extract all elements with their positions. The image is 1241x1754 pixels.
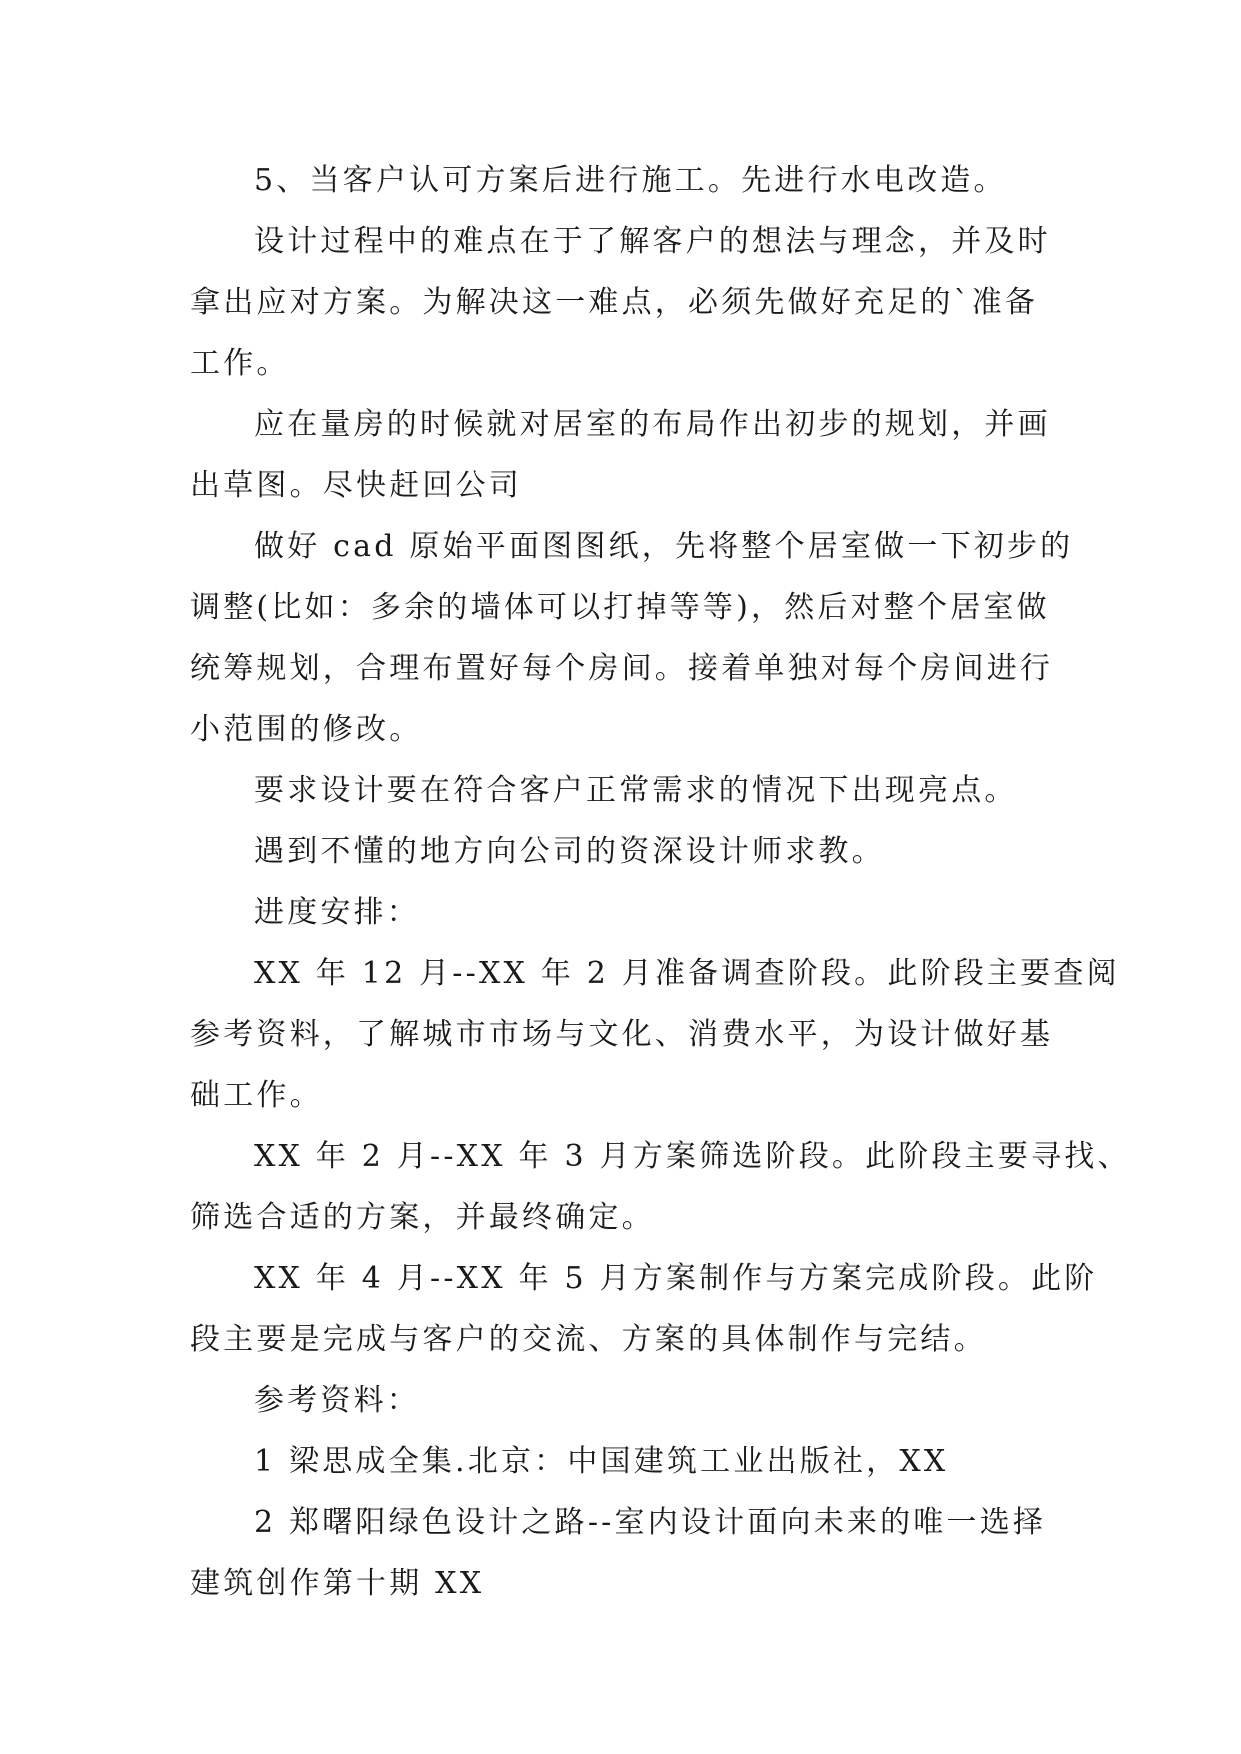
text-line: 工作。: [190, 346, 290, 381]
section-heading: 进度安排：: [254, 895, 420, 930]
reference-item: 2 郑曙阳绿色设计之路--室内设计面向未来的唯一选择: [254, 1505, 1047, 1540]
text-line: XX 年 4 月--XX 年 5 月方案制作与方案完成阶段。此阶: [254, 1261, 1098, 1296]
text-line: 础工作。: [190, 1078, 323, 1113]
text-line: 调整(比如：多余的墙体可以打掉等等)，然后对整个居室做: [190, 590, 1050, 625]
text-line: 做好 cad 原始平面图图纸，先将整个居室做一下初步的: [254, 529, 1074, 564]
text-line: 出草图。尽快赶回公司: [190, 468, 522, 503]
text-line: 应在量房的时候就对居室的布局作出初步的规划，并画: [254, 407, 1051, 442]
text-line: 段主要是完成与客户的交流、方案的具体制作与完结。: [190, 1322, 987, 1357]
text-line: 设计过程中的难点在于了解客户的想法与理念，并及时: [254, 224, 1051, 259]
text-line: 拿出应对方案。为解决这一难点，必须先做好充足的`准备: [190, 285, 1039, 320]
text-line: XX 年 12 月--XX 年 2 月准备调查阶段。此阶段主要查阅: [254, 956, 1120, 991]
text-line: 要求设计要在符合客户正常需求的情况下出现亮点。: [254, 773, 1018, 808]
text-line: 5、当客户认可方案后进行施工。先进行水电改造。: [254, 163, 1007, 198]
section-heading: 参考资料：: [254, 1383, 420, 1418]
reference-item: 1 梁思成全集.北京：中国建筑工业出版社，XX: [254, 1444, 949, 1479]
text-line: 筛选合适的方案，并最终确定。: [190, 1200, 655, 1235]
text-line: 小范围的修改。: [190, 712, 423, 747]
text-line: 参考资料，了解城市市场与文化、消费水平，为设计做好基: [190, 1017, 1054, 1052]
document-body: [190, 150, 1131, 1614]
text-line: XX 年 2 月--XX 年 3 月方案筛选阶段。此阶段主要寻找、: [254, 1139, 1131, 1174]
reference-item: 建筑创作第十期 XX: [190, 1566, 485, 1601]
text-line: 统筹规划，合理布置好每个房间。接着单独对每个房间进行: [190, 651, 1054, 686]
text-line: 遇到不懂的地方向公司的资深设计师求教。: [254, 834, 885, 869]
